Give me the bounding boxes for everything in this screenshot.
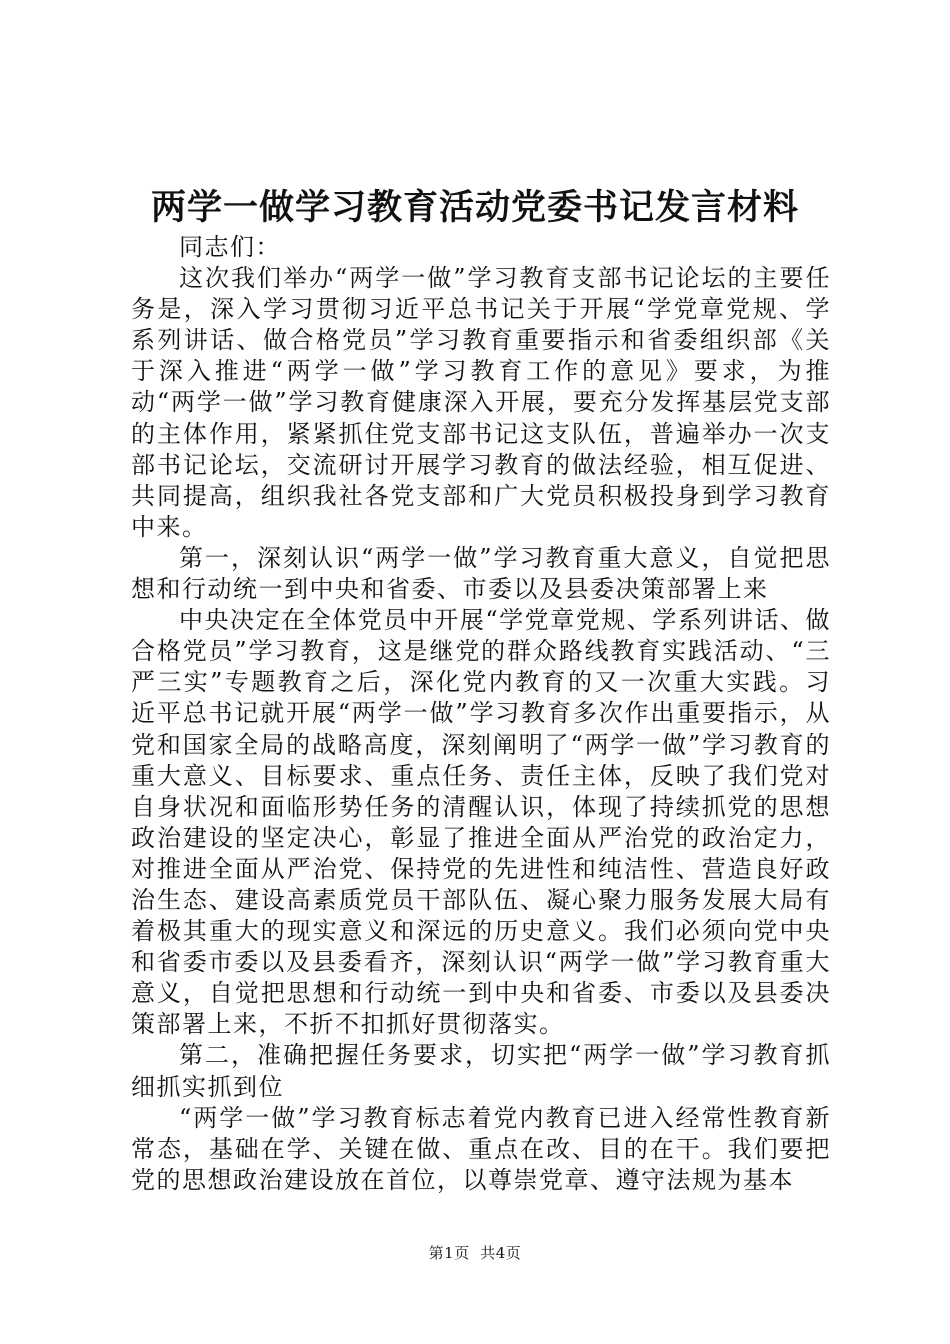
intro-paragraph: 这次我们举办“两学一做”学习教育支部书记论坛的主要任务是，深入学习贯彻习近平总书记关于开展“学党章党规、学系列讲话、做合格党员”学习教育重要指示和省委组织部《关于深入推进“两学一做”学习教育工作的意见》要求，为推动“两学一做”学习教育健康深入开展，要充分发挥基层党支部的主体作用，紧紧抓住党支部书记这支队伍，普遍举办一次支部书记论坛，交流研讨开展学习教育的做法经验，相互促进、共同提高，组织我社各党支部和广大党员积极投身到学习教育中来。 xyxy=(131,264,831,541)
section-heading-second: 第二，准确把握任务要求，切实把“两学一做”学习教育抓细抓实抓到位 xyxy=(131,1041,831,1101)
section-heading-first: 第一，深刻认识“两学一做”学习教育重大意义，自觉把思想和行动统一到中央和省委、市委以及县委决策部署上来 xyxy=(131,543,831,604)
total-pages: 共4页 xyxy=(480,1244,522,1262)
body-paragraph: 中央决定在全体党员中开展“学党章党规、学系列讲话、做合格党员”学习教育，这是继党的群众路线教育实践活动、“三严三实”专题教育之后，深化党内教育的又一次重大实践。习近平总书记就开展“两学一做”学习教育多次作出重要指示，从党和国家全局的战略高度，深刻阐明了“两学一做”学习教育的重大意义、目标要求、重点任务、责任主体，反映了我们党对自身状况和面临形势任务的清醒认识，体现了持续抓党的思想政治建设的坚定决心，彰显了推进全面从严治党的政治定力，对推进全面从严治党、保持党的先进性和纯洁性、营造良好政治生态、建设高素质党员干部队伍、凝心聚力服务发展大局有着极其重大的现实意义和深远的历史意义。我们必须向党中央和省委市委以及县委看齐，深刻认识“两学一做”学习教育重大意义，自觉把思想和行动统一到中央和省委、市委以及县委决策部署上来，不折不扣抓好贯彻落实。 xyxy=(131,606,831,1039)
body-paragraph: “两学一做”学习教育标志着党内教育已进入经常性教育新常态，基础在学、关键在做、重点在改、目的在干。我们要把党的思想政治建设放在首位，以尊崇党章、遵守法规为基本 xyxy=(131,1103,831,1194)
salutation-paragraph: 同志们： xyxy=(179,233,281,261)
document-body xyxy=(131,232,831,1196)
document-title: 两学一做学习教育活动党委书记发言材料 xyxy=(150,187,799,228)
page-footer xyxy=(0,1243,950,1263)
page-number: 第1页 xyxy=(428,1244,470,1262)
